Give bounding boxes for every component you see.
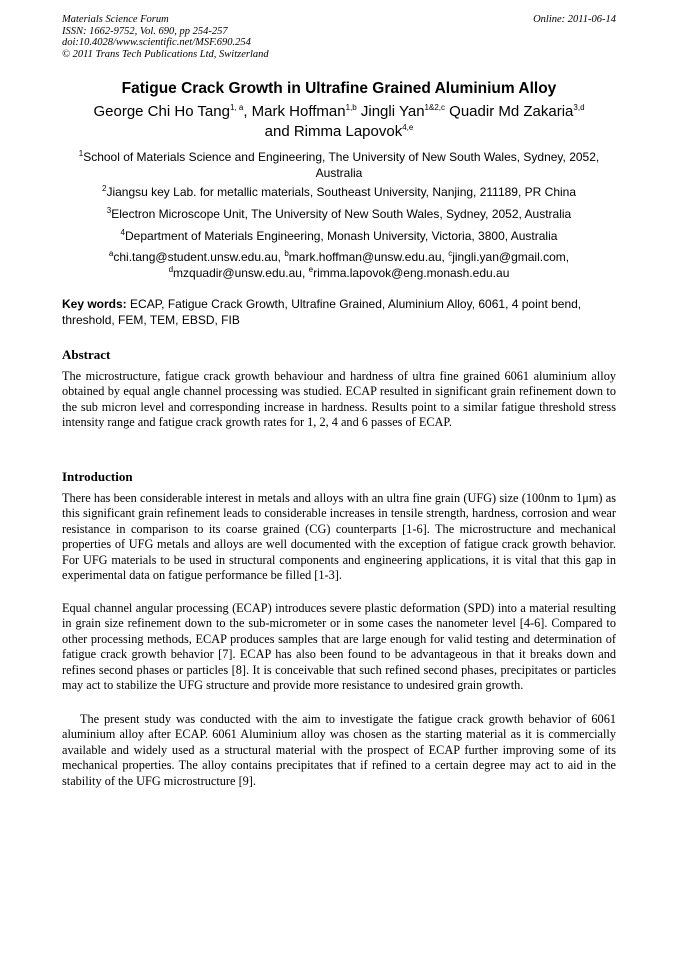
email-link[interactable]: chi.tang@student.unsw.edu.au, (113, 250, 285, 264)
affiliation-text: Jiangsu key Lab. for metallic materials, Southeast University, Nanjing, 211189, PR China (106, 185, 577, 199)
author-name: George Chi Ho Tang (93, 103, 230, 120)
email-sup: e (308, 265, 314, 274)
author-name: Jingli Yan (360, 103, 425, 120)
affiliation-text: School of Materials Science and Engineering, The University of New South Wales, Sydney, 2052, Australia (83, 150, 600, 180)
author-line-2 (62, 122, 616, 142)
online-date: Online: 2011-06-14 (533, 14, 616, 25)
affiliation-2 (62, 184, 616, 200)
journal-copyright: © 2011 Trans Tech Publications Ltd, Switzerland (62, 48, 269, 60)
author-name: Quadir Md Zakaria (449, 103, 574, 120)
email-link[interactable]: rimma.lapovok@eng.monash.edu.au (313, 266, 510, 280)
affiliation-sup: 1 (78, 149, 84, 158)
affiliation-text: Electron Microscope Unit, The University of New South Wales, Sydney, 2052, Australia (111, 207, 572, 221)
email-link[interactable]: jingli.yan@gmail.com, (452, 250, 570, 264)
email-sup: d (168, 265, 174, 274)
email-list (62, 249, 616, 281)
author-name: and Rimma Lapovok (264, 123, 403, 140)
affiliation-sup: 4 (120, 228, 125, 237)
journal-name: Materials Science Forum (62, 14, 169, 25)
affiliation-3 (62, 206, 616, 222)
author-sup: 1&2,c (424, 103, 445, 112)
email-link[interactable]: mzquadir@unsw.edu.au, (173, 266, 309, 280)
author-sep: , (243, 103, 252, 120)
paper-title: Fatigue Crack Growth in Ultrafine Grained Aluminium Alloy (121, 80, 557, 97)
email-sup: c (448, 249, 453, 258)
author-sup: 3,d (573, 103, 585, 112)
affiliation-1 (62, 149, 616, 181)
journal-doi: doi:10.4028/www.scientific.net/MSF.690.254 (62, 37, 251, 48)
affiliation-sup: 3 (106, 206, 112, 215)
email-sup: a (108, 249, 114, 258)
journal-header (62, 14, 269, 60)
keywords-text: ECAP, Fatigue Crack Growth, Ultrafine Grained, Aluminium Alloy, 6061, 4 point bend, threshold, FEM, TEM, EBSD, FIB (62, 297, 582, 327)
abstract-heading: Abstract (62, 347, 111, 362)
abstract-text: The microstructure, fatigue crack growth behaviour and hardness of ultra fine grained 6061 aluminium alloy obtained by equal angle channel processing was studied. ECAP resulted in significant grain refinement down to the sub micron level and corresponding increase in hardness. Results point to a similar fatigue threshold stress intensity range and fatigue crack growth rates for 1, 2, 4 and 6 passes of ECAP. (62, 369, 616, 430)
author-line-1 (62, 102, 616, 122)
author-list (62, 102, 616, 142)
author-sup: 1,b (345, 103, 357, 112)
affiliation-sup: 2 (101, 184, 107, 193)
journal-issn: ISSN: 1662-9752, Vol. 690, pp 254-257 (62, 25, 228, 37)
author-name: Mark Hoffman (251, 103, 346, 120)
affiliation-text: Department of Materials Engineering, Monash University, Victoria, 3800, Australia (125, 229, 558, 243)
intro-paragraph-3: The present study was conducted with the aim to investigate the fatigue crack growth behavior of 6061 aluminium alloy after ECAP. 6061 Aluminium alloy was chosen as the starting material as it is commercially available and widely used as a structural material with the prospect of ECAP further improving some of its mechanical properties. The alloy contains precipitates that if refined to a certain degree may act to aid in the stability of the UFG microstructure [9]. (62, 712, 616, 788)
affiliation-4 (62, 228, 616, 244)
keywords-label: Key words: (62, 297, 127, 311)
intro-paragraph-1: There has been considerable interest in metals and alloys with an ultra fine grain (UFG) size (100nm to 1μm) as this significant grain refinement leads to considerable increases in tensile strength, hardness, corrosion and wear resistance in comparison to its coarse grained (CG) counterparts [1-6]. The microstructure and mechanical properties of UFG metals and alloys are well documented with the exception of fatigue crack growth behavior. For UFG materials to be used in structural components and engineering applications, it is vital that this gap in experimental data on fatigue performance be filled [1-3]. (62, 491, 616, 583)
keywords (62, 296, 616, 328)
email-sup: b (284, 249, 289, 258)
intro-paragraph-2: Equal channel angular processing (ECAP) introduces severe plastic deformation (SPD) into a material resulting in grain size refinement down to the sub-micrometer or in some cases the nanometer level [4-6]. Compared to other processing methods, ECAP produces samples that are large enough for valid testing and determination of fatigue crack growth behavior [7]. ECAP has also been found to be advantageous in that it breaks down and refines second phases or particles [8]. It is conceivable that such refined second phases, precipitates or particles may act to stabilize the UFG structure and provide more resistance to undesired grain growth. (62, 601, 616, 693)
email-link[interactable]: mark.hoffman@unsw.edu.au, (288, 250, 449, 264)
introduction-heading: Introduction (62, 469, 133, 484)
author-sup: 1, a (229, 103, 244, 112)
author-sup: 4,e (402, 123, 414, 132)
